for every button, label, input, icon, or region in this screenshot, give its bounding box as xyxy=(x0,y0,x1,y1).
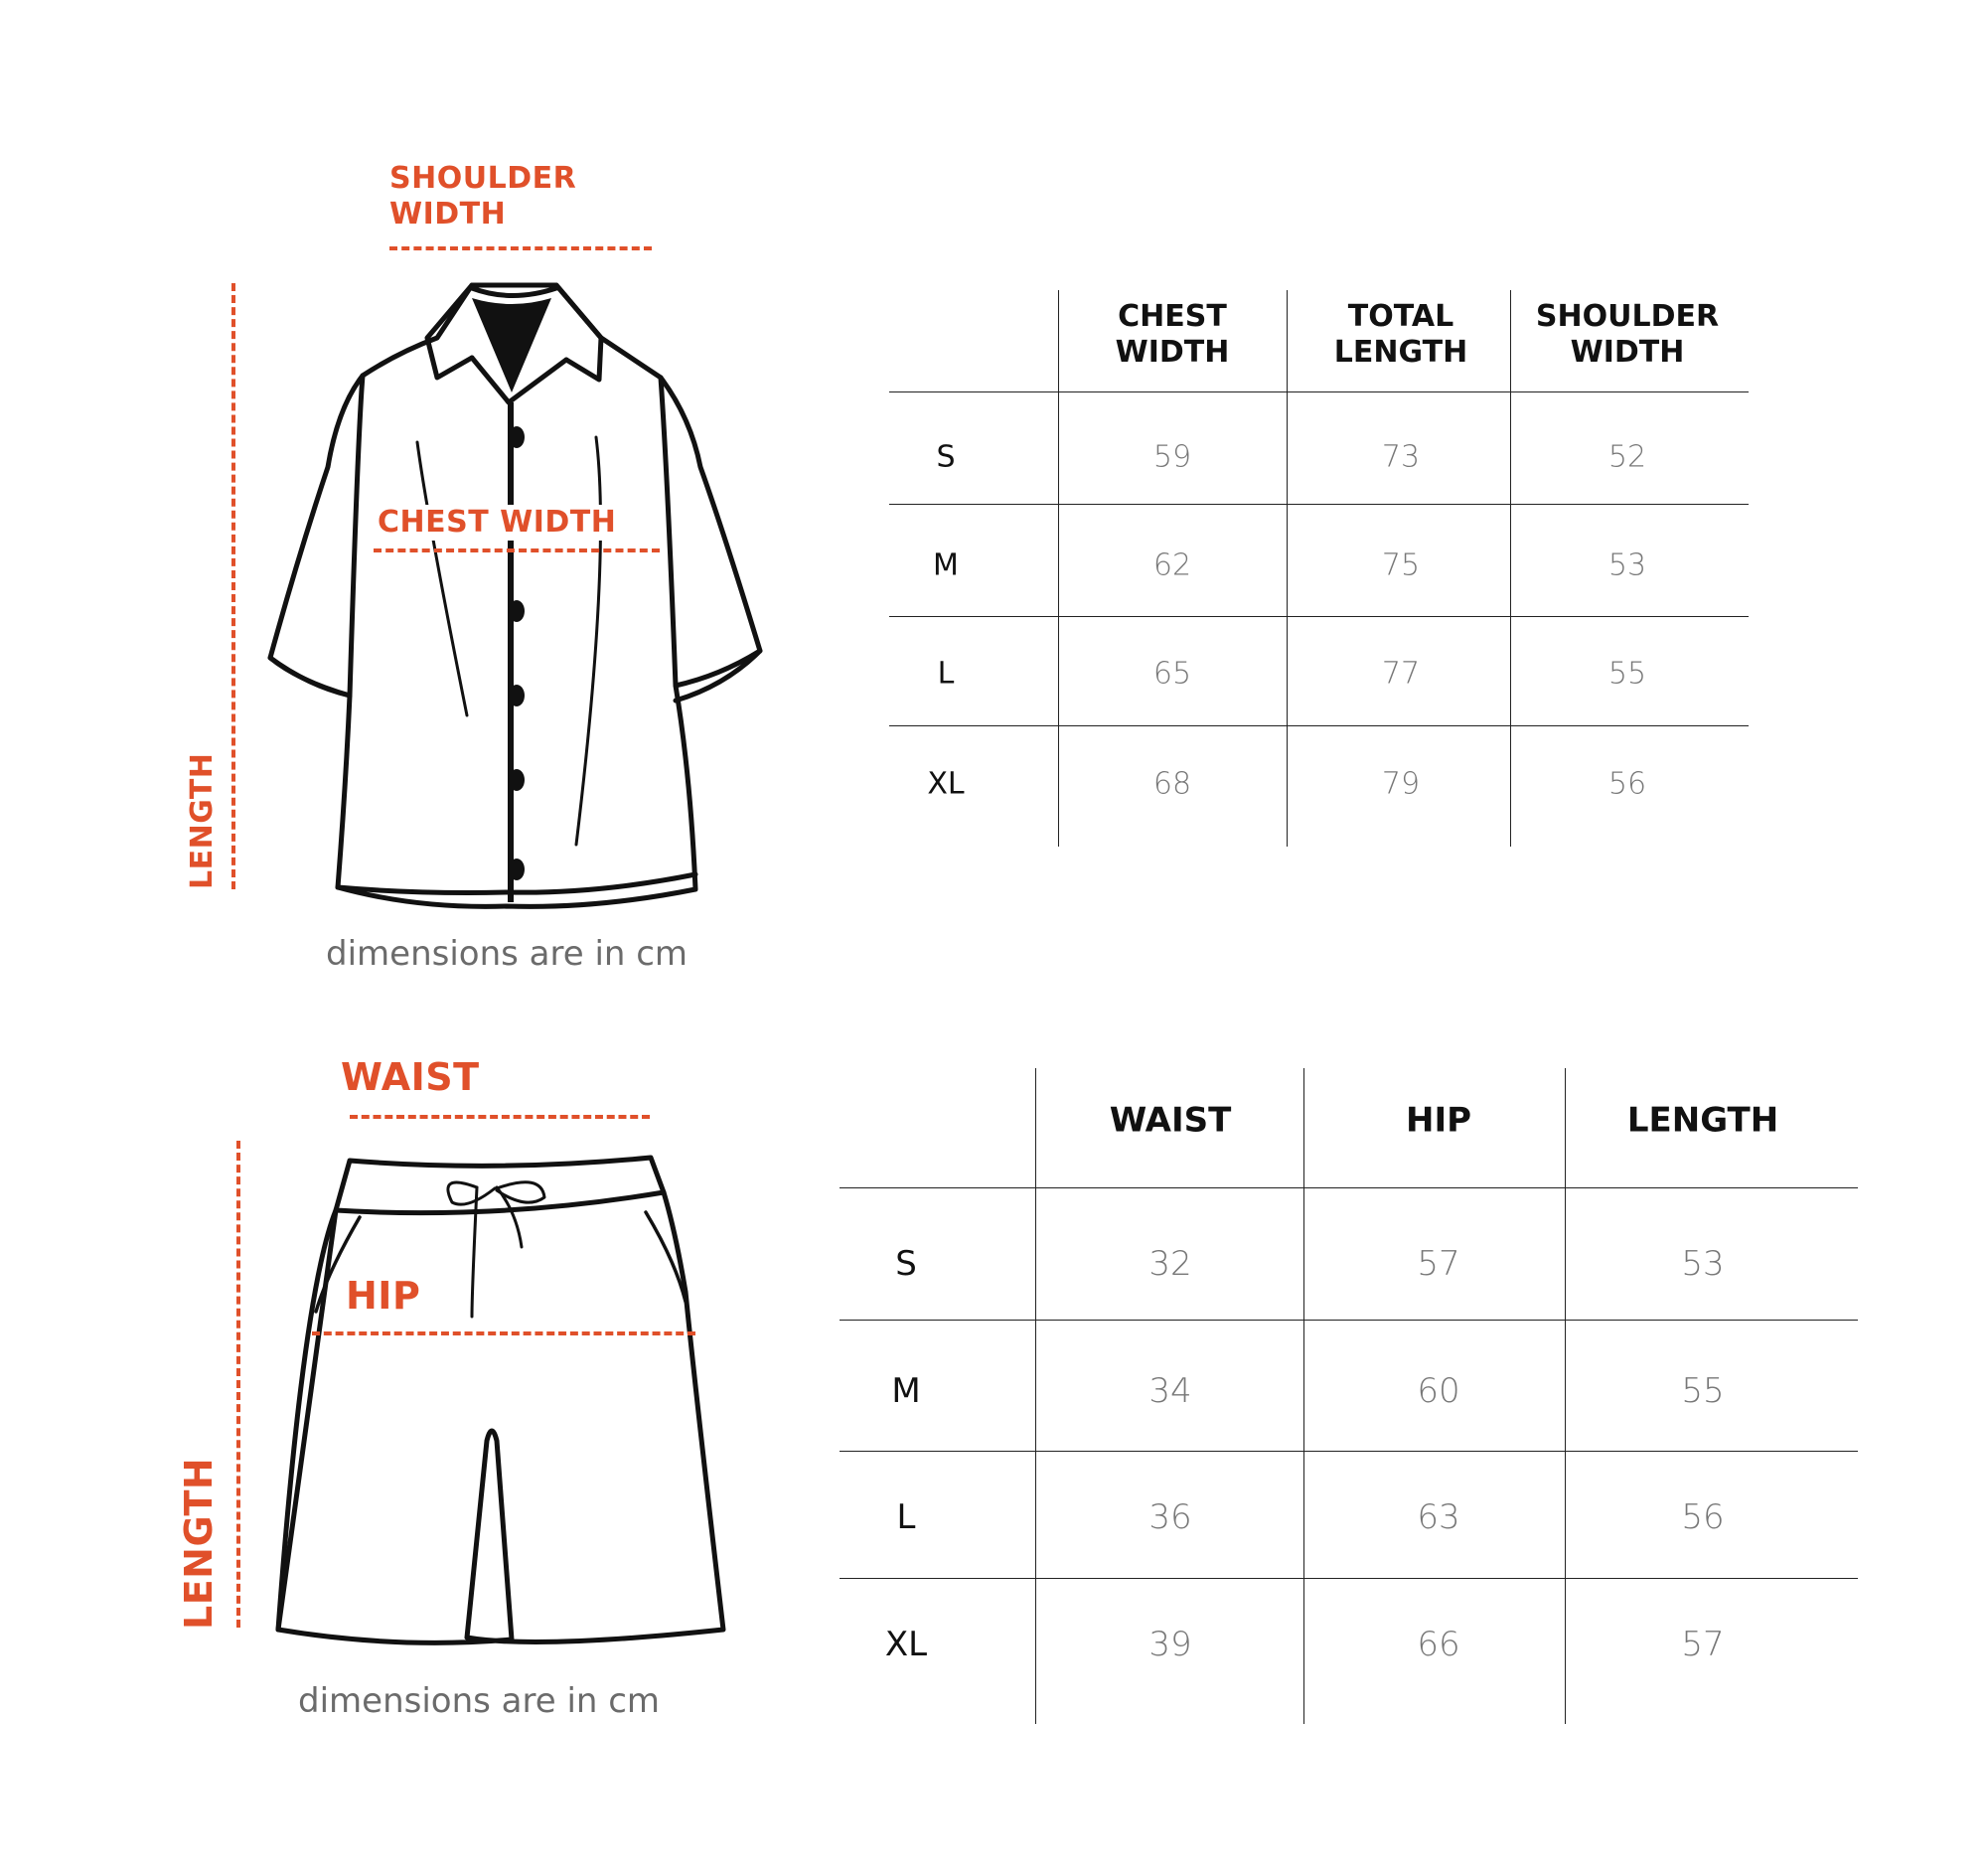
header-line: WIDTH xyxy=(1570,335,1685,370)
table-divider xyxy=(1303,1068,1304,1724)
table-cell: 34 xyxy=(1148,1371,1192,1411)
table-cell: 36 xyxy=(1148,1497,1192,1537)
shorts-length-label: LENGTH xyxy=(177,1457,221,1630)
waist-label: WAIST xyxy=(341,1055,480,1099)
shirt-units-note: dimensions are in cm xyxy=(326,934,688,974)
table-divider xyxy=(840,1578,1858,1579)
table-cell: 53 xyxy=(1607,547,1647,583)
table-cell: 55 xyxy=(1607,656,1647,692)
table-divider xyxy=(840,1320,1858,1321)
table-cell: 66 xyxy=(1417,1625,1460,1664)
size-label: S xyxy=(895,1244,917,1284)
table-cell: 60 xyxy=(1417,1371,1460,1411)
column-header-waist: WAIST xyxy=(1109,1100,1232,1141)
table-divider xyxy=(840,1451,1858,1452)
chest-width-label: CHEST WIDTH xyxy=(378,505,617,540)
size-label: XL xyxy=(884,1625,928,1664)
table-cell: 68 xyxy=(1152,766,1192,802)
header-line: WIDTH xyxy=(1115,335,1230,370)
table-divider xyxy=(1565,1068,1566,1724)
header-line: TOTAL xyxy=(1347,299,1454,334)
hip-label: HIP xyxy=(346,1274,421,1318)
shoulder-width-label-line1: SHOULDER xyxy=(389,161,577,196)
column-header-hip: HIP xyxy=(1405,1100,1472,1141)
table-cell: 73 xyxy=(1381,439,1421,475)
table-cell: 79 xyxy=(1381,766,1421,802)
table-cell: 77 xyxy=(1381,656,1421,692)
table-cell: 65 xyxy=(1152,656,1192,692)
size-label: M xyxy=(891,1371,921,1411)
header-line: SHOULDER xyxy=(1535,299,1720,334)
table-cell: 75 xyxy=(1381,547,1421,583)
size-label: L xyxy=(937,656,955,692)
size-label: L xyxy=(896,1497,916,1537)
table-cell: 39 xyxy=(1148,1625,1192,1664)
header-line: CHEST xyxy=(1118,299,1227,334)
table-cell: 53 xyxy=(1681,1244,1725,1284)
size-label: XL xyxy=(927,766,965,802)
shoulder-width-label-line2: WIDTH xyxy=(389,197,507,232)
table-cell: 59 xyxy=(1152,439,1192,475)
table-divider xyxy=(840,1187,1858,1188)
table-cell: 55 xyxy=(1681,1371,1725,1411)
table-cell: 52 xyxy=(1607,439,1647,475)
hip-measure-line xyxy=(312,1331,695,1335)
table-cell: 62 xyxy=(1152,547,1192,583)
size-label: M xyxy=(933,547,959,583)
size-label: S xyxy=(936,439,956,475)
table-cell: 57 xyxy=(1417,1244,1460,1284)
shirt-length-label: LENGTH xyxy=(185,752,220,889)
table-cell: 63 xyxy=(1417,1497,1460,1537)
table-cell: 57 xyxy=(1681,1625,1725,1664)
table-divider xyxy=(1035,1068,1036,1724)
shorts-units-note: dimensions are in cm xyxy=(298,1681,661,1721)
column-header-length: LENGTH xyxy=(1626,1100,1779,1141)
table-cell: 32 xyxy=(1148,1244,1192,1284)
header-line: LENGTH xyxy=(1333,335,1468,370)
table-cell: 56 xyxy=(1681,1497,1725,1537)
table-cell: 56 xyxy=(1607,766,1647,802)
